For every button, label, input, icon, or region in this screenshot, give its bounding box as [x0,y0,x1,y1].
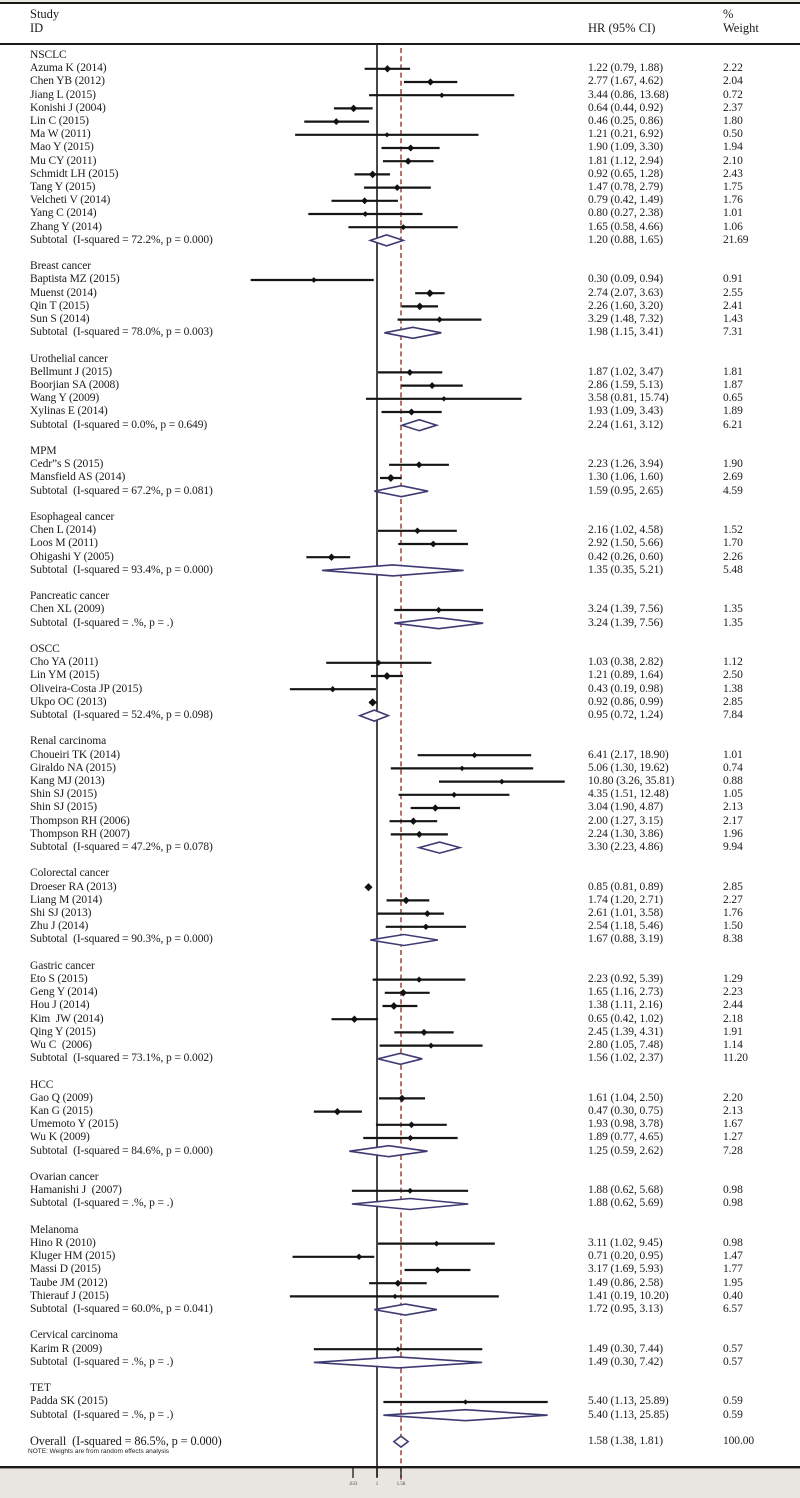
hr-ci-value: 1.88 (0.62, 5.69) [588,1197,663,1210]
subtotal-label: Subtotal (I-squared = 90.3%, p = 0.000) [30,933,213,946]
hr-ci-value: 1.21 (0.21, 6.92) [588,128,663,141]
weight-value: 2.20 [723,1091,743,1104]
weight-value: 1.76 [723,907,743,919]
weight-value: 2.50 [723,669,743,682]
weight-value: 1.95 [723,1276,743,1289]
hr-ci-value: 1.38 (1.11, 2.16) [588,999,663,1012]
weight-value: 2.13 [723,1105,743,1117]
weight-value: 0.88 [723,775,743,787]
study-label: Lin C (2015) [30,115,89,127]
study-label: Lin YM (2015) [30,669,100,682]
group-header: Ovarian cancer [30,1171,99,1183]
column-header-study-line2: ID [30,21,44,35]
study-label: Chen L (2014) [30,524,96,537]
weight-value: 2.69 [723,471,743,484]
column-header-hr: HR (95% CI) [588,21,656,35]
study-label: Gao Q (2009) [30,1091,93,1104]
group-header: Gastric cancer [30,959,95,972]
study-label: Cedr”s S (2015) [30,458,104,471]
group-header: Renal carcinoma [30,735,107,748]
hr-ci-value: 1.65 (1.16, 2.73) [588,986,663,999]
study-label: Baptista MZ (2015) [30,273,120,286]
weight-value: 1.43 [723,313,743,325]
hr-ci-value: 1.67 (0.88, 3.19) [588,933,663,946]
study-label: Qin T (2015) [30,299,90,312]
study-label: Shin SJ (2015) [30,788,97,801]
subtotal-label: Subtotal (I-squared = 73.1%, p = 0.002) [30,1052,213,1065]
weight-value: 5.48 [723,563,743,576]
weight-value: 1.12 [723,656,743,669]
hr-ci-value: 1.30 (1.06, 1.60) [588,471,663,484]
hr-ci-value: 2.54 (1.18, 5.46) [588,920,663,933]
hr-ci-value: 1.72 (0.95, 3.13) [588,1303,663,1315]
study-label: Karim R (2009) [30,1342,103,1355]
hr-ci-value: 1.35 (0.35, 5.21) [588,563,663,576]
subtotal-label: Subtotal (I-squared = 67.2%, p = 0.081) [30,484,213,497]
hr-ci-value: 5.06 (1.30, 19.62) [588,761,669,774]
weight-value: 2.22 [723,62,743,75]
weight-value: 1.50 [723,920,743,933]
weight-value: 1.01 [723,748,743,761]
column-header-weight-line2: Weight [723,21,759,35]
group-header: HCC [30,1078,54,1091]
weight-value: 9.94 [723,841,743,853]
weight-value: 1.91 [723,1025,743,1038]
hr-ci-value: 1.20 (0.88, 1.65) [588,233,663,246]
weight-value: 7.84 [723,709,743,721]
axis-tick-label: 1.58 [396,1482,406,1487]
column-header-study-line1: Study [30,7,60,21]
weight-value: 1.38 [723,682,743,695]
subtotal-label: Subtotal (I-squared = 52.4%, p = 0.098) [30,709,213,721]
study-label: Chen XL (2009) [30,603,105,616]
axis-tick-label: .633 [348,1482,358,1487]
hr-ci-value: 2.23 (0.92, 5.39) [588,973,663,985]
hr-ci-value: 5.40 (1.13, 25.89) [588,1395,669,1408]
weight-value: 1.81 [723,365,743,378]
hr-ci-value: 0.64 (0.44, 0.92) [588,101,663,114]
group-header: Pancreatic cancer [30,590,110,603]
study-label: Hamanishi J (2007) [30,1184,122,1197]
weight-value: 1.80 [723,115,743,127]
weight-value: 2.41 [723,299,743,312]
hr-ci-value: 1.88 (0.62, 5.68) [588,1184,663,1197]
group-header: Melanoma [30,1223,79,1236]
hr-ci-value: 2.92 (1.50, 5.66) [588,537,663,550]
weight-value: 0.59 [723,1408,743,1421]
hr-ci-value: 0.65 (0.42, 1.02) [588,1012,663,1025]
study-label: Hino R (2010) [30,1237,96,1249]
study-label: Giraldo NA (2015) [30,761,116,774]
study-label: Wang Y (2009) [30,392,100,405]
study-label: Shin SJ (2015) [30,801,97,814]
weight-value: 6.57 [723,1303,743,1315]
weight-value: 2.23 [723,986,743,999]
study-label: Sun S (2014) [30,313,90,325]
study-label: Thompson RH (2007) [30,827,130,840]
study-label: Mansfield AS (2014) [30,471,126,484]
weight-value: 2.55 [723,286,743,299]
study-label: Hou J (2014) [30,999,90,1012]
hr-ci-value: 1.58 (1.38, 1.81) [588,1435,663,1447]
study-label: Zhu J (2014) [30,920,89,933]
study-label: Thompson RH (2006) [30,814,130,827]
hr-ci-value: 10.80 (3.26, 35.81) [588,775,675,787]
hr-ci-value: 3.30 (2.23, 4.86) [588,841,663,853]
hr-ci-value: 1.87 (1.02, 3.47) [588,365,663,378]
hr-ci-value: 4.35 (1.51, 12.48) [588,788,669,801]
hr-ci-value: 0.80 (0.27, 2.38) [588,207,663,220]
hr-ci-value: 1.03 (0.38, 2.82) [588,656,663,669]
study-label: Kang MJ (2013) [30,775,105,787]
group-header: Breast cancer [30,260,91,273]
study-label: Oliveira-Costa JP (2015) [30,682,143,695]
footnote: NOTE: Weights are from random effects analysis [28,1448,170,1455]
weight-value: 1.35 [723,603,743,616]
study-label: Droeser RA (2013) [30,880,117,893]
hr-ci-value: 1.25 (0.59, 2.62) [588,1144,663,1157]
hr-ci-value: 0.71 (0.20, 0.95) [588,1250,663,1263]
weight-value: 1.27 [723,1131,743,1144]
weight-value: 1.67 [723,1118,743,1131]
group-header: NSCLC [30,49,67,61]
weight-value: 0.40 [723,1289,743,1302]
hr-ci-value: 3.58 (0.81, 15.74) [588,392,669,405]
subtotal-label: Subtotal (I-squared = 93.4%, p = 0.000) [30,563,213,576]
study-label: Thierauf J (2015) [30,1289,109,1302]
hr-ci-value: 3.24 (1.39, 7.56) [588,616,663,629]
hr-ci-value: 1.49 (0.30, 7.42) [588,1355,663,1368]
group-header: Esophageal cancer [30,511,115,523]
study-label: Wu C (2006) [30,1039,92,1051]
weight-value: 1.70 [723,537,743,550]
hr-ci-value: 1.89 (0.77, 4.65) [588,1131,663,1144]
weight-value: 2.43 [723,167,743,180]
study-label: Kluger HM (2015) [30,1250,116,1263]
weight-value: 1.77 [723,1263,743,1276]
weight-value: 1.29 [723,973,743,985]
hr-ci-value: 6.41 (2.17, 18.90) [588,748,669,761]
study-label: Boorjian SA (2008) [30,379,119,391]
weight-value: 1.89 [723,405,743,418]
hr-ci-value: 2.74 (2.07, 3.63) [588,286,663,299]
weight-value: 0.57 [723,1355,743,1368]
hr-ci-value: 2.24 (1.61, 3.12) [588,418,663,431]
group-header: TET [30,1382,51,1395]
weight-value: 21.69 [723,233,749,246]
weight-value: 1.96 [723,827,743,840]
subtotal-label: Subtotal (I-squared = 84.6%, p = 0.000) [30,1144,213,1157]
hr-ci-value: 2.45 (1.39, 4.31) [588,1025,663,1038]
study-label: Liang M (2014) [30,893,103,906]
hr-ci-value: 2.80 (1.05, 7.48) [588,1039,663,1051]
hr-ci-value: 2.16 (1.02, 4.58) [588,524,663,537]
study-label: Kan G (2015) [30,1105,93,1117]
hr-ci-value: 3.17 (1.69, 5.93) [588,1263,663,1276]
weight-value: 6.21 [723,418,743,431]
study-label: Loos M (2011) [30,537,98,550]
hr-ci-value: 0.92 (0.65, 1.28) [588,167,663,180]
study-label: Eto S (2015) [30,973,88,985]
group-header: MPM [30,445,57,457]
weight-value: 2.26 [723,550,743,563]
hr-ci-value: 0.46 (0.25, 0.86) [588,115,663,127]
weight-value: 2.04 [723,75,743,88]
hr-ci-value: 0.79 (0.42, 1.49) [588,194,663,207]
study-label: Chen YB (2012) [30,75,105,88]
weight-value: 2.44 [723,999,743,1012]
subtotal-label: Subtotal (I-squared = .%, p = .) [30,616,174,629]
hr-ci-value: 1.65 (0.58, 4.66) [588,220,663,233]
subtotal-label: Subtotal (I-squared = 72.2%, p = 0.000) [30,233,213,246]
weight-value: 11.20 [723,1052,748,1065]
hr-ci-value: 1.22 (0.79, 1.88) [588,62,663,75]
hr-ci-value: 3.11 (1.02, 9.45) [588,1237,663,1249]
hr-ci-value: 1.56 (1.02, 2.37) [588,1052,663,1065]
subtotal-label: Subtotal (I-squared = .%, p = .) [30,1408,174,1421]
weight-value: 2.27 [723,893,743,906]
weight-value: 2.85 [723,880,743,893]
weight-value: 0.65 [723,392,743,405]
hr-ci-value: 1.93 (0.98, 3.78) [588,1118,663,1131]
study-label: Azuma K (2014) [30,62,107,75]
hr-ci-value: 1.93 (1.09, 3.43) [588,405,663,418]
hr-ci-value: 3.04 (1.90, 4.87) [588,801,663,814]
hr-ci-value: 2.00 (1.27, 3.15) [588,814,663,827]
hr-ci-value: 1.81 (1.12, 2.94) [588,154,663,167]
weight-value: 2.17 [723,814,743,827]
axis-tick-label: 1 [375,1482,379,1487]
subtotal-label: Subtotal (I-squared = 78.0%, p = 0.003) [30,326,213,339]
hr-ci-value: 0.92 (0.86, 0.99) [588,695,663,708]
weight-value: 100.00 [723,1435,755,1447]
weight-value: 4.59 [723,484,743,497]
study-label: Cho YA (2011) [30,656,99,669]
study-label: Ukpo OC (2013) [30,695,107,708]
hr-ci-value: 0.95 (0.72, 1.24) [588,709,663,721]
subtotal-label: Subtotal (I-squared = .%, p = .) [30,1355,174,1368]
study-label: Padda SK (2015) [30,1395,108,1408]
weight-value: 1.87 [723,379,743,391]
study-label: Konishi J (2004) [30,101,106,114]
subtotal-label: Subtotal (I-squared = .%, p = .) [30,1197,174,1210]
hr-ci-value: 1.74 (1.20, 2.71) [588,893,663,906]
study-label: Ohigashi Y (2005) [30,550,114,563]
study-label: Choueiri TK (2014) [30,748,120,761]
hr-ci-value: 1.47 (0.78, 2.79) [588,181,663,193]
weight-value: 2.18 [723,1012,743,1025]
column-header-weight-line1: % [723,7,734,21]
study-label: Xylinas E (2014) [30,405,108,418]
study-label: Geng Y (2014) [30,986,98,999]
subtotal-label: Subtotal (I-squared = 47.2%, p = 0.078) [30,841,213,853]
study-label: Massi D (2015) [30,1263,101,1276]
weight-value: 1.76 [723,194,743,207]
hr-ci-value: 5.40 (1.13, 25.85) [588,1408,669,1421]
weight-value: 1.52 [723,524,743,537]
hr-ci-value: 1.41 (0.19, 10.20) [588,1289,669,1302]
group-header: Cervical carcinoma [30,1329,118,1342]
study-label: Mu CY (2011) [30,154,97,167]
hr-ci-value: 0.30 (0.09, 0.94) [588,273,663,286]
study-label: Ma W (2011) [30,128,91,141]
overall-label: Overall (I-squared = 86.5%, p = 0.000) [30,1434,222,1448]
study-label: Velcheti V (2014) [30,194,111,207]
hr-ci-value: 3.29 (1.48, 7.32) [588,313,663,325]
study-label: Shi SJ (2013) [30,907,92,919]
weight-value: 2.10 [723,154,743,167]
study-label: Zhang Y (2014) [30,220,102,233]
weight-value: 1.06 [723,220,743,233]
weight-value: 0.98 [723,1237,743,1249]
weight-value: 1.01 [723,207,743,220]
weight-value: 1.05 [723,788,743,801]
hr-ci-value: 2.24 (1.30, 3.86) [588,827,663,840]
weight-value: 0.59 [723,1395,743,1408]
weight-value: 2.13 [723,801,743,814]
weight-value: 2.85 [723,695,743,708]
hr-ci-value: 1.90 (1.09, 3.30) [588,141,663,154]
weight-value: 1.14 [723,1039,743,1051]
weight-value: 7.31 [723,326,743,339]
hr-ci-value: 1.21 (0.89, 1.64) [588,669,663,682]
study-label: Taube JM (2012) [30,1276,108,1289]
hr-ci-value: 3.24 (1.39, 7.56) [588,603,663,616]
weight-value: 0.74 [723,761,743,774]
study-label: Kim JW (2014) [30,1012,104,1025]
study-label: Bellmunt J (2015) [30,365,112,378]
subtotal-label: Subtotal (I-squared = 60.0%, p = 0.041) [30,1303,213,1315]
weight-value: 1.75 [723,181,743,193]
hr-ci-value: 0.43 (0.19, 0.98) [588,682,663,695]
weight-value: 8.38 [723,933,743,946]
study-label: Tang Y (2015) [30,181,96,193]
study-label: Yang C (2014) [30,207,97,220]
weight-value: 0.57 [723,1342,743,1355]
group-header: OSCC [30,643,60,655]
study-label: Muenst (2014) [30,286,97,299]
weight-value: 1.47 [723,1250,743,1263]
hr-ci-value: 2.23 (1.26, 3.94) [588,458,663,471]
group-header: Urothelial cancer [30,352,108,365]
study-label: Jiang L (2015) [30,88,96,101]
hr-ci-value: 2.61 (1.01, 3.58) [588,907,663,919]
subtotal-label: Subtotal (I-squared = 0.0%, p = 0.649) [30,418,208,431]
hr-ci-value: 1.59 (0.95, 2.65) [588,484,663,497]
group-header: Colorectal cancer [30,867,110,880]
weight-value: 0.72 [723,88,743,101]
weight-value: 1.94 [723,141,743,154]
study-label: Qing Y (2015) [30,1025,96,1038]
hr-ci-value: 1.49 (0.86, 2.58) [588,1276,663,1289]
study-label: Mao Y (2015) [30,141,94,154]
hr-ci-value: 1.49 (0.30, 7.44) [588,1342,663,1355]
weight-value: 0.98 [723,1184,743,1197]
hr-ci-value: 2.86 (1.59, 5.13) [588,379,663,391]
study-label: Umemoto Y (2015) [30,1118,119,1131]
hr-ci-value: 2.26 (1.60, 3.20) [588,299,663,312]
weight-value: 0.50 [723,128,743,141]
hr-ci-value: 0.85 (0.81, 0.89) [588,880,663,893]
weight-value: 7.28 [723,1144,743,1157]
study-label: Wu K (2009) [30,1131,90,1144]
hr-ci-value: 1.98 (1.15, 3.41) [588,326,663,339]
hr-ci-value: 0.42 (0.26, 0.60) [588,550,663,563]
hr-ci-value: 2.77 (1.67, 4.62) [588,75,663,88]
weight-value: 1.35 [723,616,743,629]
hr-ci-value: 0.47 (0.30, 0.75) [588,1105,663,1117]
hr-ci-value: 1.61 (1.04, 2.50) [588,1091,663,1104]
weight-value: 2.37 [723,101,743,114]
hr-ci-value: 3.44 (0.86, 13.68) [588,88,669,101]
weight-value: 1.90 [723,458,743,471]
study-label: Schmidt LH (2015) [30,167,119,180]
weight-value: 0.98 [723,1197,743,1210]
weight-value: 0.91 [723,273,743,286]
